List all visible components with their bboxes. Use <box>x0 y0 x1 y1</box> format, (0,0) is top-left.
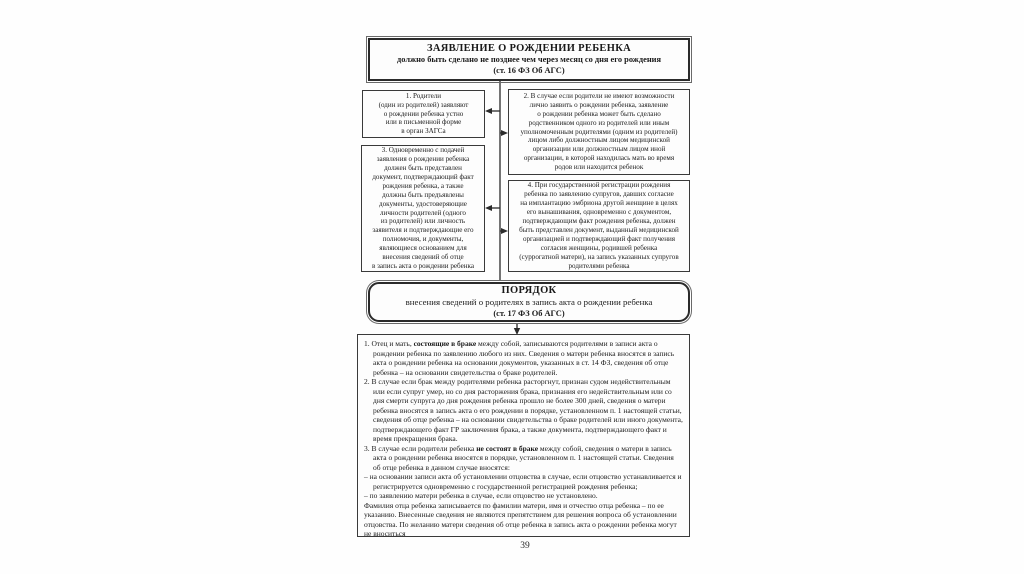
application-law-ref: (ст. 16 ФЗ Об АГС) <box>493 66 565 76</box>
procedure-paragraph-6 <box>364 501 683 539</box>
text-segment: – на основании записи акта об установлении отцовства в случае, если отцовство устанавливается и регистрируется одновременно с государственной регистрацией рождения ребенка; <box>364 472 682 491</box>
text-line: лично заявить о рождении ребенка, заявление <box>529 100 669 109</box>
procedure-title: ПОРЯДОК <box>501 285 557 297</box>
text-line: документ, подтверждающий факт <box>372 172 474 181</box>
bold-text-segment: не состоят в браке <box>476 443 539 453</box>
text-line: рождения ребенка, а также <box>382 181 464 190</box>
text-line: 4. При государственной регистрации рождения <box>527 181 671 190</box>
text-line: родителями ребенка <box>568 261 630 270</box>
application-subtitle: должно быть сделано не позднее чем через месяц со дня его рождения <box>397 55 661 65</box>
text-line: полномочия, и документы, <box>382 235 464 244</box>
text-line: или в письменной форме <box>385 118 462 127</box>
procedure-paragraph-3 <box>364 444 683 473</box>
procedure-subtitle: внесения сведений о родителях в запись акта о рождении ребенка <box>405 297 653 308</box>
text-line: должен быть представлен <box>384 163 462 172</box>
text-line: организации или должностным лицом иной <box>532 145 666 154</box>
box-surrogacy <box>508 180 690 272</box>
text-line: из родителей) или личность <box>380 217 466 226</box>
procedure-paragraph-2 <box>364 377 683 444</box>
procedure-paragraph-1 <box>364 339 683 377</box>
text-line: (суррогатной матери), на запись указанных супругов <box>519 252 679 261</box>
text-line: ребенка по заявлению супругов, давших согласие <box>524 190 674 199</box>
text-segment: между собой, записываются родителями в записи акта о рождении ребенка по заявлению любого из них. Сведения о матери ребенка вносятся в запись акта о рождении ребенка на основании документов, указанных в ст. 14 ФЗ, сведения об отце ребенка – на основании свидетельства о браке родителей. <box>373 339 675 377</box>
procedure-paragraph-5 <box>364 491 683 501</box>
text-line: подтверждающим факт рождения ребенка, должен <box>522 217 676 226</box>
text-line: 3. Одновременно с подачей <box>381 145 465 154</box>
text-line: лицом либо должностным лицом медицинской <box>528 136 670 145</box>
text-line: уполномоченным родителями (одним из родителей) <box>520 127 678 136</box>
text-segment: 3. В случае если родители ребенка <box>364 443 477 453</box>
text-line: о рождении ребенка может быть сделано <box>537 109 661 118</box>
text-line: (один из родителей) заявляют <box>378 100 469 109</box>
text-line: родственником одного из родителей или иным <box>528 118 670 127</box>
text-line: личности родителей (одного <box>380 208 466 217</box>
text-line: в запись акта о рождении ребенка <box>371 262 475 271</box>
text-line: в орган ЗАГСа <box>401 127 446 136</box>
procedure-title-box <box>368 282 690 322</box>
text-line: должны быть предъявлены <box>382 190 464 199</box>
arrow-right-box2-icon <box>501 130 508 136</box>
text-line: согласия женщины, родившей ребенка <box>540 243 658 252</box>
text-segment: – по заявлению матери ребенка в случае, если отцовство не установлено. <box>364 491 598 501</box>
arrow-left-box1-icon <box>485 108 492 114</box>
text-segment: Фамилия отца ребенка записывается по фамилии матери, имя и отчество отца ребенка – по ее указанию. Внесенные сведения не являются препятствием для решения вопроса об установлении отцовства. По желанию матери сведения об отце ребенка в запись акта о рождении ребенка могут не вноситься <box>364 500 677 539</box>
text-line: о рождении ребенка устно <box>383 109 464 118</box>
text-line: на имплантацию эмбриона другой женщине в целях <box>520 199 678 208</box>
text-line: 2. В случае если родители не имеют возможности <box>523 91 675 100</box>
page-number: 39 <box>520 541 530 551</box>
procedure-law-ref: (ст. 17 ФЗ Об АГС) <box>493 308 565 318</box>
text-line: внесения сведений об отце <box>382 253 464 262</box>
box-parents-apply <box>362 90 485 138</box>
text-line: организации, в которой находилась мать во время <box>523 154 675 163</box>
text-line: организацией и подтверждающий факт получения <box>522 234 676 243</box>
text-line: документы, удостоверяющие <box>379 199 467 208</box>
bold-text-segment: состоящие в браке <box>413 339 477 348</box>
text-line: заявления о рождении ребенка <box>376 154 470 163</box>
box-representatives <box>508 89 690 175</box>
arrow-left-box3-icon <box>485 205 492 211</box>
text-line: являющиеся основанием для <box>379 244 467 253</box>
procedure-details-box <box>357 334 690 537</box>
arrow-right-box4-icon <box>501 228 508 234</box>
text-segment: 1. Отец и мать, <box>364 339 414 348</box>
box-documents <box>361 145 485 272</box>
text-segment: между собой, сведения о матери в запись акта о рождении ребенка вносятся в порядке, установленном п. 1 настоящей статьи. Сведения об отце ребенка в данном случае вносятся: <box>373 443 674 472</box>
text-segment: 2. В случае если брак между родителями ребенка расторгнут, признан судом недействительным или если супруг умер, но со дня расторжения брака, признания его недействительным или со дня смерти супруга до дня рождения ребенка прошло не более 300 дней, сведения о матери ребенка вносятся в запись акта о его рождении в порядке, установленном п. 1 настоящей статьи, сведения об отце ребенка – на основании свидетельства о браке родителей или иного документа, подтверждающего факт ГР заключения брака, а также документа, подтверждающего факт и время прекращения брака. <box>364 377 683 444</box>
procedure-paragraph-4 <box>364 472 683 491</box>
text-line: быть представлен документ, выданный медицинской <box>519 226 679 234</box>
application-title: ЗАЯВЛЕНИЕ О РОЖДЕНИИ РЕБЕНКА <box>426 43 631 55</box>
text-line: его вынашивания, одновременно с документом, <box>526 208 672 217</box>
text-line: родов или находится ребенок <box>554 163 644 172</box>
text-line: 1. Родители <box>405 91 442 100</box>
text-line: заявителя и подтверждающие его <box>372 226 474 235</box>
application-title-box <box>368 38 690 81</box>
